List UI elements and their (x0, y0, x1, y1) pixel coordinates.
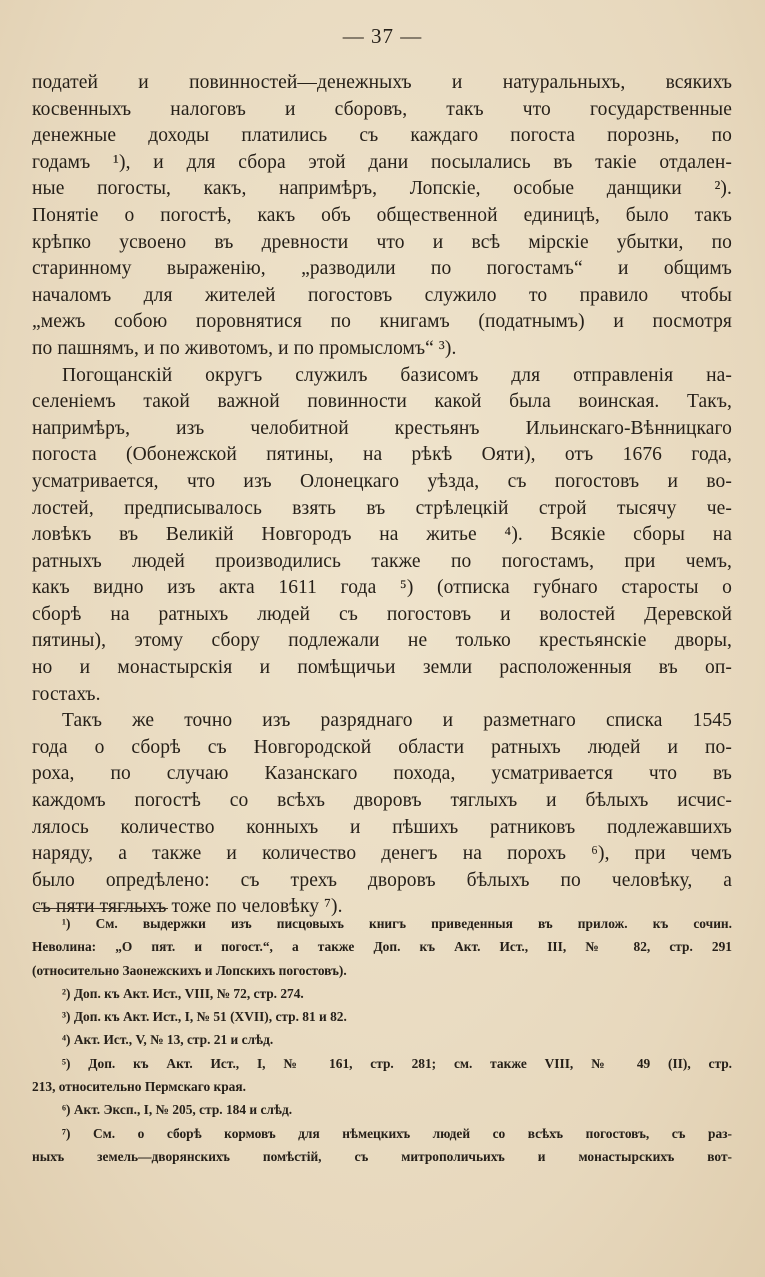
text-line: крѣпко усвоено въ древности что и всѣ мірскіе убытки, по (32, 231, 732, 253)
text-line: усматривается, что изъ Олонецкаго уѣзда, съ погостовъ и во- (32, 470, 732, 492)
text-line: сборѣ на ратныхъ людей съ погостовъ и волостей Деревской (32, 603, 732, 625)
text-line: каждомъ погостѣ со всѣхъ дворовъ тяглыхъ и бѣлыхъ исчис- (32, 790, 732, 812)
text-line: началомъ для жителей погостовъ служило то правило чтобы (32, 284, 732, 306)
text-line: пятины), этому сбору подлежали не только крестьянскіе дворы, (32, 630, 732, 652)
footnote-line: ¹) См. выдержки изъ писцовыхъ книгъ приведенныя въ прилож. къ сочин. (62, 916, 732, 931)
text-line: лостей, предписывалось взять въ стрѣлецкій строй тысячу че- (32, 497, 732, 519)
text-line: Понятіе о погостѣ, какъ объ общественной единицѣ, было такъ (32, 204, 732, 226)
text-line: ные погосты, какъ, напримѣръ, Лопскіе, особые данщики ²). (32, 178, 732, 200)
text-line: „межъ собою поровнятися по книгамъ (податнымъ) и посмотря (32, 311, 732, 333)
footnote-line: Неволина: „О пят. и погост.“, а также Доп. къ Акт. Ист., III, № 82, стр. 291 (32, 939, 732, 955)
text-line: Такъ же точно изъ разряднаго и разметнаго списка 1545 (62, 710, 732, 732)
text-line: напримѣръ, изъ челобитной крестьянъ Ильинскаго-Вѣнницкаго (32, 417, 732, 439)
text-line: года о сборѣ съ Новгородской области ратныхъ людей и по- (32, 736, 732, 758)
text-line: Погощанскій округъ служилъ базисомъ для отправленія на- (62, 364, 732, 386)
text-line: косвенныхъ налоговъ и сборовъ, такъ что государственные (32, 98, 732, 120)
text-line: погоста (Обонежской пятины, на рѣкѣ Ояти), отъ 1676 года, (32, 444, 732, 466)
footnote-line: ⁷) См. о сборѣ кормовъ для нѣмецкихъ людей со всѣхъ погостовъ, съ раз- (62, 1125, 732, 1141)
text-line: лялось количество конныхъ и пѣшихъ ратниковъ подлежавшихъ (32, 816, 732, 838)
page-number: — 37 — (342, 24, 423, 48)
text-line: селеніемъ такой важной повинности какой была воинская. Такъ, (32, 391, 732, 413)
text-line: наряду, а также и количество денегъ на порохъ ⁶), при чемъ (32, 843, 732, 865)
text-line: податей и повинностей—денежныхъ и натуральныхъ, всякихъ (32, 72, 732, 93)
text-line: по пашнямъ, и по животомъ, и по промысломъ“ ³). (32, 337, 457, 359)
main-text (32, 70, 732, 921)
text-line: старинному выраженію, „разводили по погостамъ“ и общимъ (32, 258, 732, 280)
text-line: ловѣкъ въ Великій Новгородъ на житье ⁴). Всякіе сборы на (32, 524, 732, 546)
text-line: годамъ ¹), и для сбора этой дани посылались въ такіе отдален- (32, 151, 732, 173)
text-line: гостахъ. (32, 683, 101, 705)
footnote-line: ³) Доп. къ Акт. Ист., I, № 51 (XVII), стр. 81 и 82. (62, 1009, 347, 1025)
footnote-line: (относительно Заонежскихъ и Лопскихъ погостовъ). (32, 962, 347, 978)
text-line: роха, по случаю Казанскаго похода, усматривается что въ (32, 763, 732, 785)
footnote-line: ⁶) Акт. Эксп., I, № 205, стр. 184 и слѣд. (62, 1102, 293, 1118)
footnote-line: ныхъ земель—дворянскихъ помѣстій, съ митрополичьихъ и монастырскихъ вот- (32, 1148, 732, 1164)
footnote-rule (36, 908, 168, 909)
text-line: но и монастырскія и помѣщичьи земли расположенныя въ оп- (32, 657, 732, 679)
footnote-line: ⁴) Акт. Ист., V, № 13, стр. 21 и слѣд. (62, 1032, 274, 1048)
footnote-line: ²) Доп. къ Акт. Ист., VIII, № 72, стр. 274. (62, 985, 304, 1001)
footnote-line: ⁵) Доп. къ Акт. Ист., I, № 161, стр. 281; см. также VIII, № 49 (II), стр. (62, 1055, 732, 1071)
text-line: денежные доходы платились съ каждаго погоста порознь, по (32, 125, 732, 147)
footnotes (32, 912, 732, 1168)
text-line: ратныхъ людей производились также по погостамъ, при чемъ, (32, 550, 732, 572)
text-line: какъ видно изъ акта 1611 года ⁵) (отписка губнаго старосты о (32, 577, 732, 599)
text-line: было опредѣлено: съ трехъ дворовъ бѣлыхъ по человѣку, а (32, 869, 732, 891)
text-line: съ пяти тяглыхъ тоже по человѣку ⁷). (32, 896, 343, 918)
footnote-line: 213, относительно Пермскаго края. (32, 1079, 246, 1095)
